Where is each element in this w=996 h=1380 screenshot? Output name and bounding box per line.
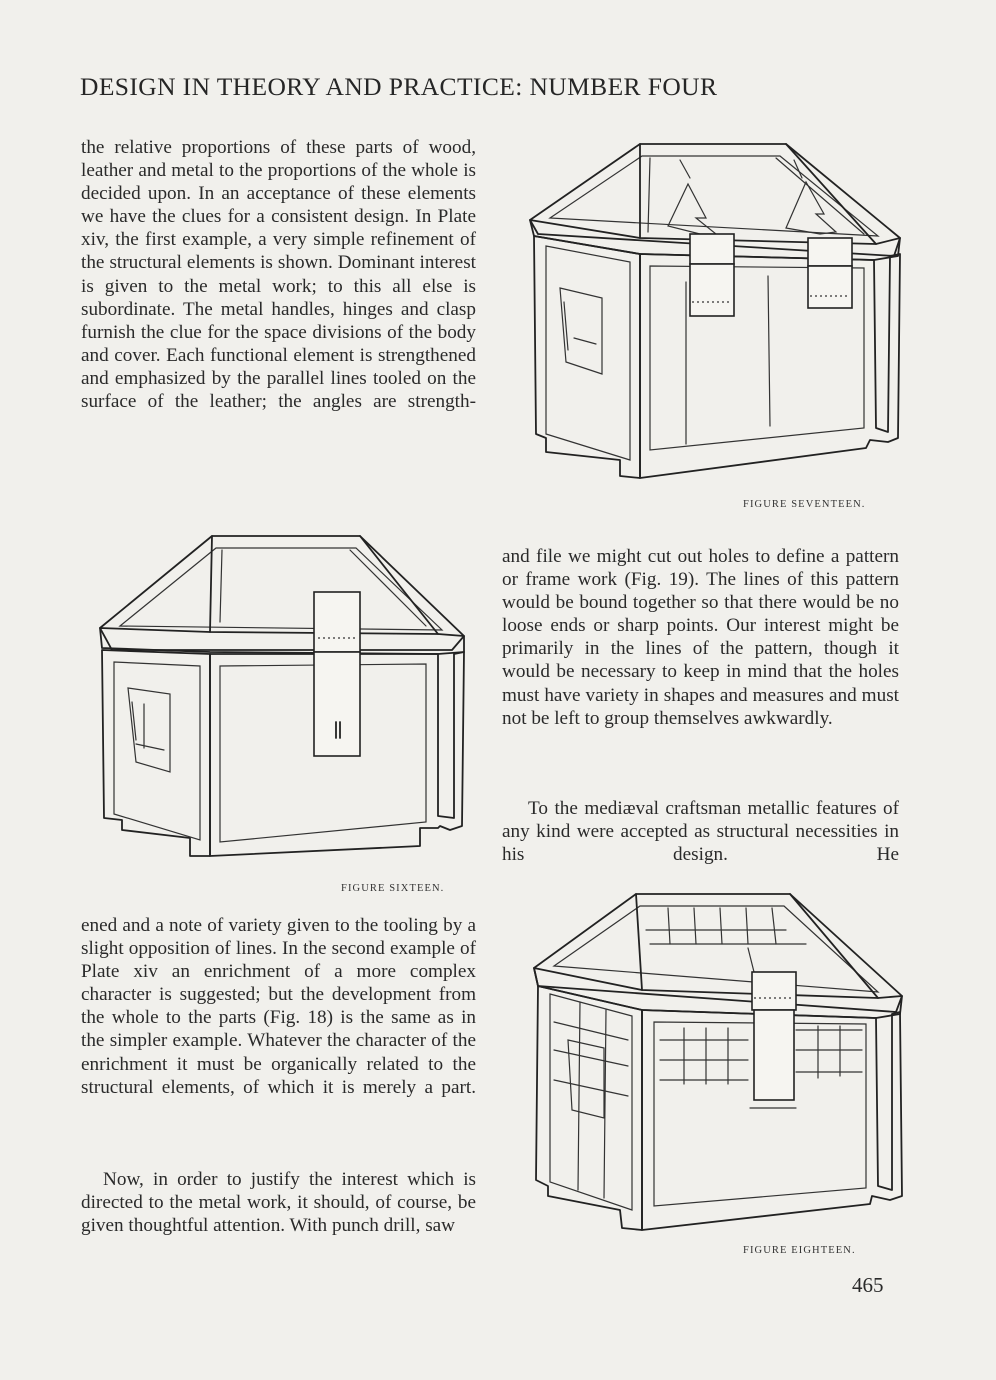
figure-sixteen-caption: FIGURE SIXTEEN. [341,883,445,894]
leather-box-hinged-illustration [524,138,908,488]
leather-box-tooled-illustration [520,890,912,1236]
page-number: 465 [852,1273,884,1297]
figure-sixteen [92,526,472,878]
figure-eighteen-caption: FIGURE EIGHTEEN. [743,1245,856,1256]
paragraph-3: Now, in order to justify the interest which is directed to the metal work, it should, of course, be given thoughtful attention. With punch drill, saw [81,1169,476,1237]
paragraph-2: ened and a note of variety given to the tooling by a slight opposition of lines. In the second example of Plate xiv an enrichment of a more complex character is suggested; but the development from the whole to the parts (Fig. 18) is the same as in the simpler example. Whatever the character of the enrichment it must be organically related to the structural elements, of which it is merely a part. [81,915,476,1098]
leather-box-simple-illustration [92,526,472,878]
paragraph-1: the relative proportions of these parts of wood, leather and metal to the proportions of the whole is decided upon. In an acceptance of these elements we have the clues for a consistent design. In Plate xiv, the first example, a very simple refinement of the structural elements is shown. Dominant interest is given to the metal work; to this all else is subordinate. The metal handles, hinges and clasp furnish the clue for the space divisions of the body and cover. Each functional element is strengthened and emphasized by the parallel lines tooled on the surface of the leather; the angles are strength- [81,137,476,413]
figure-seventeen [524,138,908,488]
paragraph-4: and file we might cut out holes to define a pattern or frame work (Fig. 19). The lines of this pattern would be bound together so that there would be no loose ends or sharp points. Our interest might be primarily in the lines of the pattern, though it would be necessary to keep in mind that the holes must have variety in shapes and measures and must not be left to group themselves awkwardly. [502,546,899,729]
page-title: DESIGN IN THEORY AND PRACTICE: NUMBER FOUR [80,72,718,101]
figure-eighteen [520,890,912,1236]
paragraph-5: To the mediæval craftsman metallic features of any kind were accepted as structural necessities in his design. He [502,798,899,866]
figure-seventeen-caption: FIGURE SEVENTEEN. [743,499,866,510]
